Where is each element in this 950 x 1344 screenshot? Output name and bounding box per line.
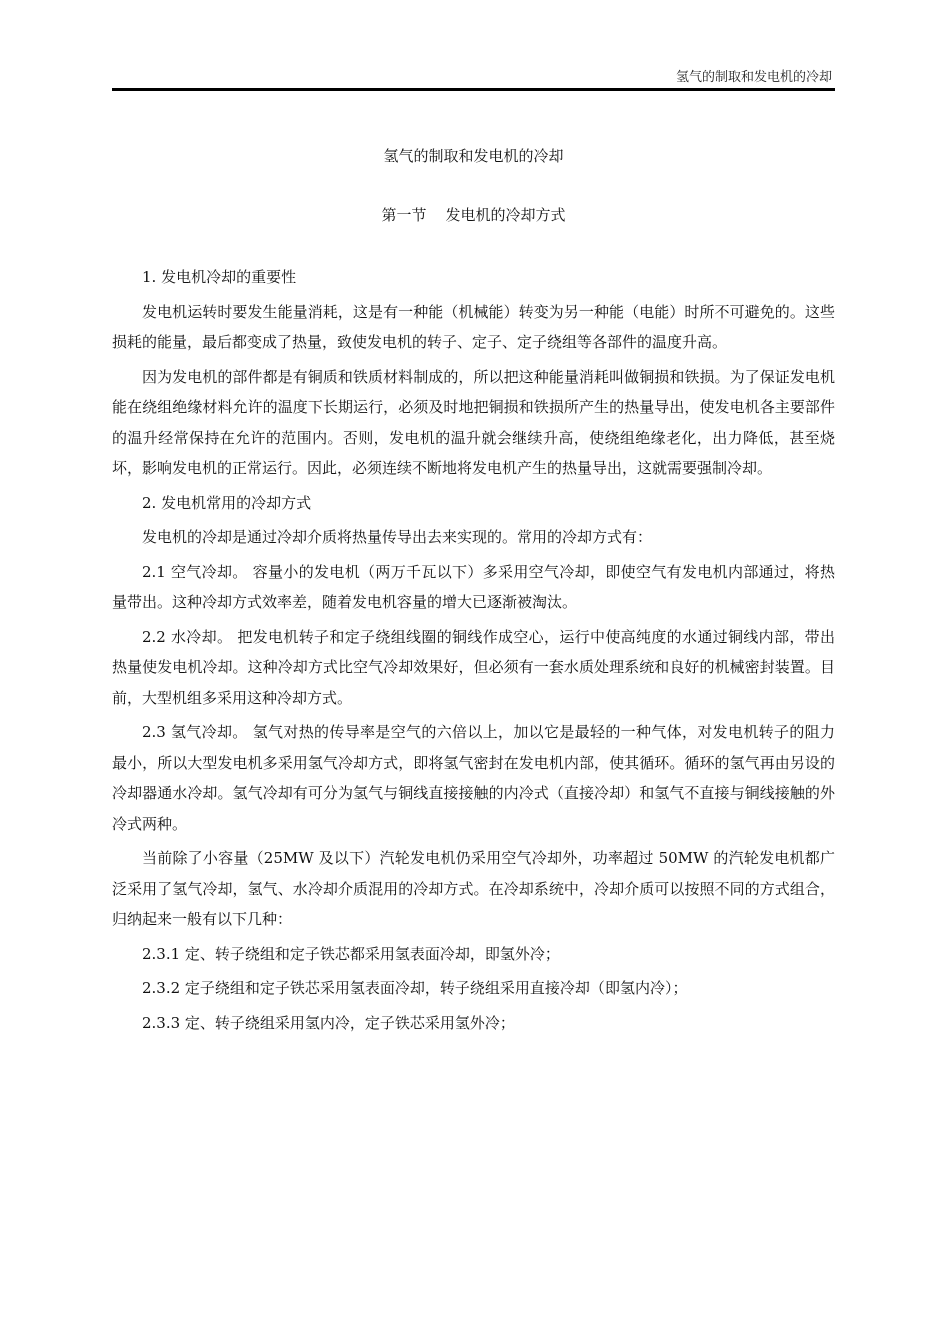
header-rule — [112, 88, 835, 91]
heading-cooling-methods: 2. 发电机常用的冷却方式 — [142, 493, 312, 512]
heading-importance-of-cooling: 1. 发电机冷却的重要性 — [142, 268, 297, 286]
paragraph: 发电机运转时要发生能量消耗，这是有一种能（机械能）转变为另一种能（电能）时所不可避免的。这些损耗的能量，最后都变成了热量，致使发电机的转子、定子、定子绕组等各部件的温度升高。 — [112, 302, 835, 351]
list-item: 2.3.1 定、转子绕组和定子铁芯都采用氢表面冷却，即氢外冷； — [142, 944, 560, 963]
list-item: 2.3.2 定子绕组和定子铁芯采用氢表面冷却，转子绕组采用直接冷却（即氢内冷）； — [142, 979, 688, 997]
document-title: 氢气的制取和发电机的冷却 — [383, 147, 564, 165]
running-header: 氢气的制取和发电机的冷却 — [675, 70, 832, 85]
paragraph: 当前除了小容量（25MW 及以下）汽轮发电机仍采用空气冷却外，功率超过 50MW 的汽轮发电机都广泛采用了氢气冷却，氢气、水冷却介质混用的冷却方式。在冷却系统中，冷却介质可以按照不同的方式组合，归纳起来一般有以下几种： — [112, 849, 835, 928]
paragraph: 发电机的冷却是通过冷却介质将热量传导出去来实现的。常用的冷却方式有： — [142, 528, 653, 546]
paragraph-water-cooling: 2.2 水冷却。 把发电机转子和定子绕组线圈的铜线作成空心，运行中使高纯度的水通过铜线内部，带出热量使发电机冷却。这种冷却方式比空气冷却效果好，但必须有一套水质处理系统和良好的机械密封装置。目前，大型机组多采用这种冷却方式。 — [112, 627, 835, 707]
paragraph-hydrogen-cooling: 2.3 氢气冷却。 氢气对热的传导率是空气的六倍以上，加以它是最轻的一种气体，对发电机转子的阻力最小，所以大型发电机多采用氢气冷却方式，即将氢气密封在发电机内部，使其循环。循环的氢气再由另设的冷却器通水冷却。氢气冷却有可分为氢气与铜线直接接触的内冷式（直接冷却）和氢气不直接与铜线接触的外冷式两种。 — [112, 723, 835, 833]
document-body — [112, 262, 835, 1042]
paragraph-air-cooling: 2.1 空气冷却。 容量小的发电机（两万千瓦以下）多采用空气冷却，即使空气有发电机内部通过，将热量带出。这种冷却方式效率差，随着发电机容量的增大已逐渐被淘汰。 — [112, 562, 835, 611]
paragraph: 因为发电机的部件都是有铜质和铁质材料制成的，所以把这种能量消耗叫做铜损和铁损。为了保证发电机能在绕组绝缘材料允许的温度下长期运行，必须及时地把铜损和铁损所产生的热量导出，使发电机各主要部件的温升经常保持在允许的范围内。否则，发电机的温升就会继续升高，使绕组绝缘老化，出力降低，甚至烧坏，影响发电机的正常运行。因此，必须连续不断地将发电机产生的热量导出，这就需要强制冷却。 — [112, 367, 835, 477]
section-title: 第一节 发电机的冷却方式 — [381, 206, 566, 224]
list-item: 2.3.3 定、转子绕组采用氢内冷，定子铁芯采用氢外冷； — [142, 1013, 515, 1032]
